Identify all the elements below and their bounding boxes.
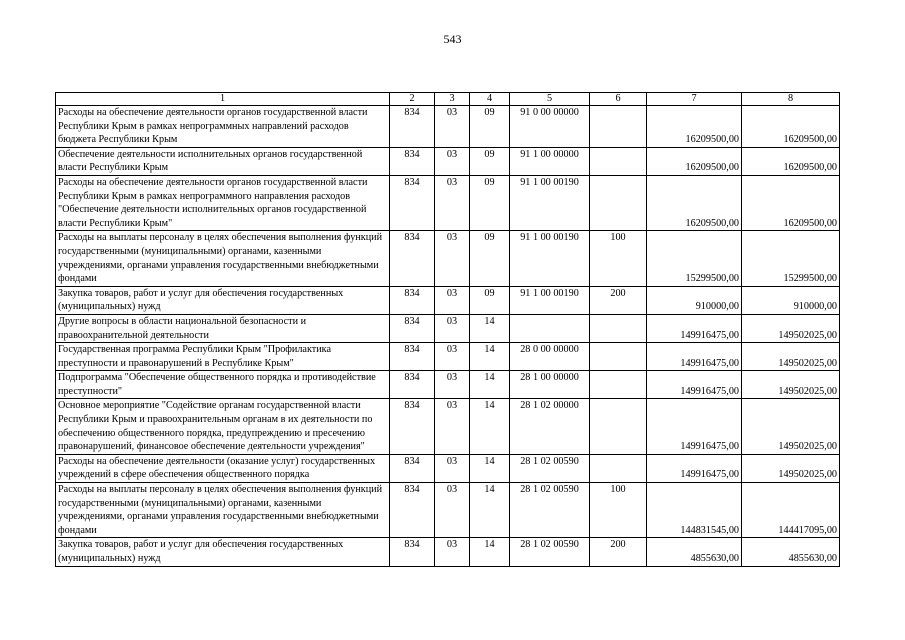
expense-type-cell — [590, 147, 647, 175]
table-row — [56, 371, 840, 399]
amount-year1-cell: 910000,00 — [647, 286, 742, 314]
section-code-cell: 03 — [435, 314, 470, 342]
column-header: 7 — [647, 93, 742, 106]
table-row — [56, 399, 840, 454]
expense-type-cell: 100 — [590, 231, 647, 286]
amount-year2-cell: 149502025,00 — [742, 314, 840, 342]
column-header: 3 — [435, 93, 470, 106]
amount-year1-cell: 4855630,00 — [647, 538, 742, 566]
expense-type-cell — [590, 371, 647, 399]
ministry-code-cell: 834 — [390, 454, 435, 482]
amount-year2-cell: 149502025,00 — [742, 343, 840, 371]
section-code-cell: 03 — [435, 175, 470, 230]
table-row — [56, 231, 840, 286]
column-header: 8 — [742, 93, 840, 106]
table-row — [56, 175, 840, 230]
section-code-cell: 03 — [435, 231, 470, 286]
ministry-code-cell: 834 — [390, 314, 435, 342]
section-code-cell: 03 — [435, 147, 470, 175]
amount-year1-cell: 149916475,00 — [647, 399, 742, 454]
subsection-code-cell: 14 — [470, 343, 510, 371]
ministry-code-cell: 834 — [390, 371, 435, 399]
expense-type-cell — [590, 343, 647, 371]
amount-year2-cell: 149502025,00 — [742, 399, 840, 454]
column-header: 1 — [56, 93, 390, 106]
amount-year2-cell: 16209500,00 — [742, 106, 840, 148]
expense-name-cell: Расходы на выплаты персоналу в целях обеспечения выполнения функций государственными (муниципальными) органами, казенными учреждениями, органами управления государственными внебюджетными фондами — [56, 231, 390, 286]
subsection-code-cell: 14 — [470, 314, 510, 342]
ministry-code-cell: 834 — [390, 286, 435, 314]
ministry-code-cell: 834 — [390, 399, 435, 454]
amount-year1-cell: 149916475,00 — [647, 371, 742, 399]
subsection-code-cell: 09 — [470, 106, 510, 148]
expense-name-cell: Расходы на обеспечение деятельности органов государственной власти Республики Крым в рамках непрограммного направления расходов "Обеспечение деятельности исполнительных органов государственной власти Республики Крым" — [56, 175, 390, 230]
ministry-code-cell: 834 — [390, 147, 435, 175]
target-article-cell: 91 1 00 00190 — [510, 286, 590, 314]
section-code-cell: 03 — [435, 399, 470, 454]
expense-type-cell — [590, 454, 647, 482]
expense-name-cell: Другие вопросы в области национальной безопасности и правоохранительной деятельности — [56, 314, 390, 342]
subsection-code-cell: 09 — [470, 147, 510, 175]
column-header: 4 — [470, 93, 510, 106]
amount-year2-cell: 149502025,00 — [742, 454, 840, 482]
expense-type-cell — [590, 106, 647, 148]
subsection-code-cell: 14 — [470, 483, 510, 538]
expense-name-cell: Закупка товаров, работ и услуг для обеспечения государственных (муниципальных) нужд — [56, 538, 390, 566]
expense-name-cell: Расходы на обеспечение деятельности органов государственной власти Республики Крым в рамках непрограммных направлений расходов бюджета Республики Крым — [56, 106, 390, 148]
target-article-cell: 28 1 02 00000 — [510, 399, 590, 454]
budget-table — [55, 92, 840, 567]
table-row — [56, 147, 840, 175]
section-code-cell: 03 — [435, 454, 470, 482]
page-number: 543 — [443, 32, 462, 46]
amount-year2-cell: 144417095,00 — [742, 483, 840, 538]
subsection-code-cell: 09 — [470, 286, 510, 314]
section-code-cell: 03 — [435, 538, 470, 566]
target-article-cell: 28 1 00 00000 — [510, 371, 590, 399]
ministry-code-cell: 834 — [390, 538, 435, 566]
table-row — [56, 454, 840, 482]
expense-name-cell: Расходы на выплаты персоналу в целях обеспечения выполнения функций государственными (муниципальными) органами, казенными учреждениями, органами управления государственными внебюджетными фондами — [56, 483, 390, 538]
amount-year2-cell: 4855630,00 — [742, 538, 840, 566]
subsection-code-cell: 14 — [470, 454, 510, 482]
target-article-cell: 91 1 00 00190 — [510, 175, 590, 230]
target-article-cell: 28 1 02 00590 — [510, 454, 590, 482]
target-article-cell — [510, 314, 590, 342]
amount-year1-cell: 16209500,00 — [647, 106, 742, 148]
target-article-cell: 28 1 02 00590 — [510, 483, 590, 538]
expense-type-cell — [590, 399, 647, 454]
expense-name-cell: Расходы на обеспечение деятельности (оказание услуг) государственных учреждений в сфере обеспечения общественного порядка — [56, 454, 390, 482]
expense-name-cell: Основное мероприятие "Содействие органам государственной власти Республики Крым и правоохранительным органам в их деятельности по обеспечению общественного порядка, предупреждению и пресечению правонарушений, финансовое обеспечение деятельности учреждения" — [56, 399, 390, 454]
expense-name-cell: Подпрограмма "Обеспечение общественного порядка и противодействие преступности" — [56, 371, 390, 399]
expense-name-cell: Обеспечение деятельности исполнительных органов государственной власти Республики Крым — [56, 147, 390, 175]
target-article-cell: 91 0 00 00000 — [510, 106, 590, 148]
section-code-cell: 03 — [435, 371, 470, 399]
section-code-cell: 03 — [435, 106, 470, 148]
expense-type-cell: 200 — [590, 538, 647, 566]
target-article-cell: 91 1 00 00000 — [510, 147, 590, 175]
ministry-code-cell: 834 — [390, 231, 435, 286]
section-code-cell: 03 — [435, 343, 470, 371]
amount-year1-cell: 149916475,00 — [647, 343, 742, 371]
column-header: 6 — [590, 93, 647, 106]
expense-name-cell: Закупка товаров, работ и услуг для обеспечения государственных (муниципальных) нужд — [56, 286, 390, 314]
expense-type-cell: 200 — [590, 286, 647, 314]
amount-year2-cell: 16209500,00 — [742, 175, 840, 230]
ministry-code-cell: 834 — [390, 343, 435, 371]
amount-year1-cell: 149916475,00 — [647, 454, 742, 482]
amount-year1-cell: 16209500,00 — [647, 147, 742, 175]
ministry-code-cell: 834 — [390, 175, 435, 230]
ministry-code-cell: 834 — [390, 106, 435, 148]
subsection-code-cell: 14 — [470, 538, 510, 566]
target-article-cell: 28 0 00 00000 — [510, 343, 590, 371]
target-article-cell: 28 1 02 00590 — [510, 538, 590, 566]
section-code-cell: 03 — [435, 483, 470, 538]
expense-type-cell — [590, 175, 647, 230]
amount-year2-cell: 15299500,00 — [742, 231, 840, 286]
subsection-code-cell: 09 — [470, 175, 510, 230]
subsection-code-cell: 14 — [470, 399, 510, 454]
section-code-cell: 03 — [435, 286, 470, 314]
target-article-cell: 91 1 00 00190 — [510, 231, 590, 286]
table-header-row — [56, 93, 840, 106]
amount-year1-cell: 16209500,00 — [647, 175, 742, 230]
amount-year1-cell: 149916475,00 — [647, 314, 742, 342]
amount-year2-cell: 16209500,00 — [742, 147, 840, 175]
expense-type-cell: 100 — [590, 483, 647, 538]
table-row — [56, 106, 840, 148]
column-header: 5 — [510, 93, 590, 106]
subsection-code-cell: 09 — [470, 231, 510, 286]
expense-name-cell: Государственная программа Республики Крым "Профилактика преступности и правонарушений в Республике Крым" — [56, 343, 390, 371]
expense-type-cell — [590, 314, 647, 342]
table-row — [56, 314, 840, 342]
table-row — [56, 538, 840, 566]
amount-year2-cell: 910000,00 — [742, 286, 840, 314]
subsection-code-cell: 14 — [470, 371, 510, 399]
table-row — [56, 286, 840, 314]
table-row — [56, 483, 840, 538]
amount-year1-cell: 15299500,00 — [647, 231, 742, 286]
table-row — [56, 343, 840, 371]
amount-year2-cell: 149502025,00 — [742, 371, 840, 399]
amount-year1-cell: 144831545,00 — [647, 483, 742, 538]
ministry-code-cell: 834 — [390, 483, 435, 538]
column-header: 2 — [390, 93, 435, 106]
